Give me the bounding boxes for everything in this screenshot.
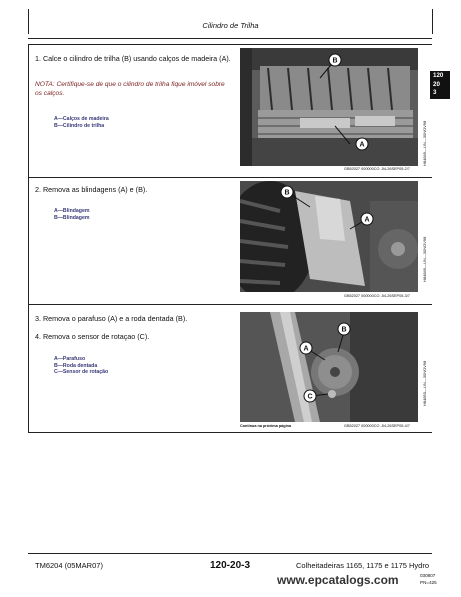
photo-3-code: GB52027 000000CO -54-26SEP05-4/7 [344, 424, 410, 428]
section-tab-line-2: 20 [433, 80, 440, 88]
step-4-text: 4. Remova o sensor de rotaçao (C). [35, 332, 150, 341]
callout-b: B [332, 57, 338, 65]
legend-item: C—Sensor de rotação [54, 369, 109, 376]
callout-a: A [364, 216, 370, 224]
page-title: Cilindro de Trilha [202, 21, 259, 30]
header-bottom-rule [28, 38, 432, 39]
photo-sprocket-sensor [240, 312, 418, 422]
photo-3-caption: Continua na próxima página [240, 424, 292, 428]
legend-item: B—Cilindro de trilha [54, 122, 105, 129]
section-tab [430, 71, 450, 99]
section-tab-line-1: 120 [433, 72, 444, 79]
photo-3-vertical-code: H84850—UN—30NOV98 [422, 360, 427, 406]
note-text: NOTA: Certifique-se de que o cilindro de trilha fique imóvel sobre os calços. [35, 81, 225, 97]
callout-c: C [307, 393, 313, 401]
section-3-top-rule [28, 304, 432, 305]
legend-section-3 [54, 356, 108, 376]
step-3-text: 3. Remova o parafuso (A) e a roda dentada (B). [35, 314, 188, 323]
legend-item: A—Calços de madeira [54, 116, 109, 122]
legend-section-2 [54, 208, 89, 221]
footer-product-name: Colheitadeiras 1165, 1175 e 1175 Hydro [296, 561, 430, 570]
callout-a: A [359, 141, 365, 149]
footer-doc-id: TM6204 (05MAR07) [35, 561, 103, 570]
footer-date-code: 030807 [420, 573, 436, 578]
photo-shields-image [240, 181, 418, 292]
legend-item: A—Parafuso [54, 356, 86, 362]
section-1-top-rule [28, 44, 432, 45]
legend-section-1 [54, 116, 109, 129]
section-2-top-rule [28, 177, 432, 178]
left-border-rule [28, 44, 29, 432]
footer-top-rule [28, 553, 432, 554]
footer-page-number: 120-20-3 [210, 560, 251, 571]
section-tab-line-3: 3 [433, 89, 437, 97]
step-2-text: 2. Remova as blindagens (A) e (B). [35, 185, 148, 194]
step-1-text: 1. Calce o cilindro de trilha (B) usando calços de madeira (A). [35, 54, 231, 63]
section-3-bottom-rule [28, 432, 432, 433]
photo-1-vertical-code: H84849—UN—30NOV98 [422, 120, 427, 166]
watermark-text: www.epcatalogs.com [277, 573, 399, 587]
callout-b: B [341, 326, 347, 334]
photo-2-code: GB52027 000000CO -54-26SEP05-3/7 [344, 294, 410, 298]
footer-pn: PN=425 [420, 580, 437, 585]
photo-sprocket-sensor-image [240, 312, 418, 422]
legend-item: A—Blindagem [54, 208, 90, 214]
photo-threshing-cylinder-image [240, 48, 418, 166]
photo-threshing-cylinder [240, 48, 418, 166]
legend-item: B—Blindagem [54, 214, 90, 221]
photo-1-code: GB52027 000000CO -54-26SEP05-2/7 [344, 167, 410, 171]
photo-2-vertical-code: H84849—UN—30NOV98 [422, 236, 427, 282]
legend-item: B—Roda dentada [54, 362, 98, 369]
photo-shields [240, 181, 418, 292]
callout-b: B [284, 189, 290, 197]
callout-a: A [303, 345, 309, 353]
